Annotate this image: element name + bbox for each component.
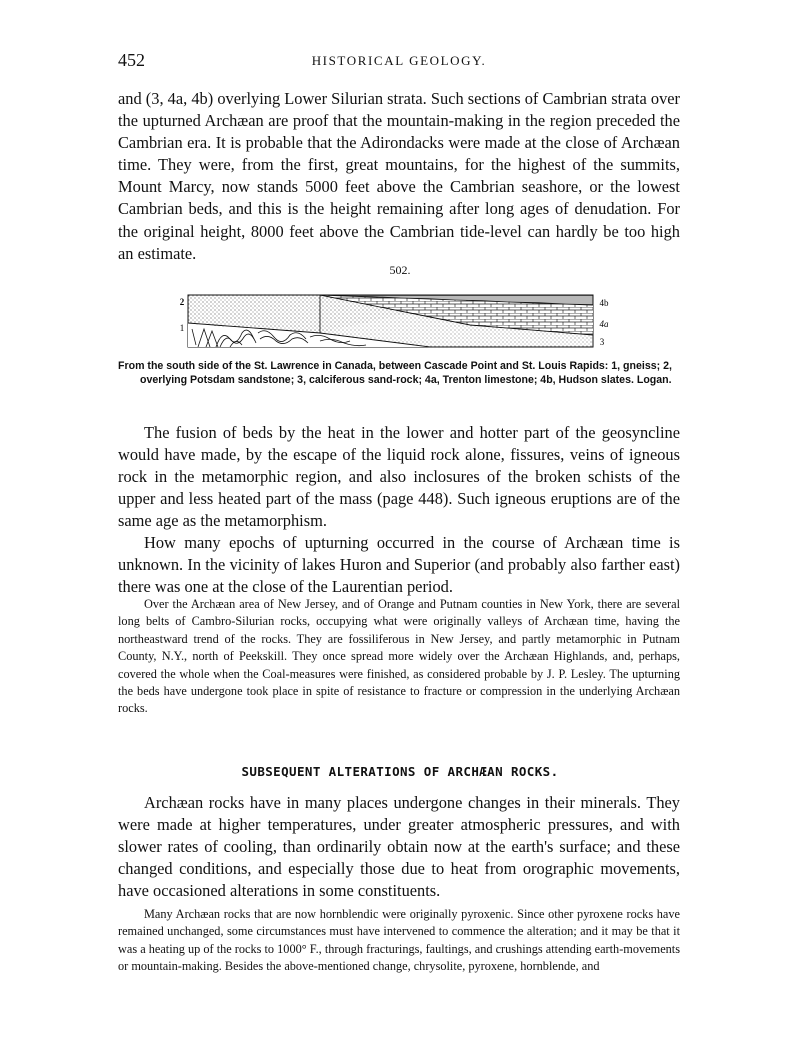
- paragraph-epochs: How many epochs of upturning occurred in the course of Archæan time is unknown. In the vicinity of lakes Huron and Superior (and probably also farther east) there was one at the close of the Laurentian period.: [118, 533, 680, 597]
- page-number: 452: [118, 50, 145, 70]
- label-1: 1: [179, 323, 185, 333]
- label-4b: 4b: [599, 298, 609, 308]
- figure-caption-text: From the south side of the St. Lawrence in Canada, between Cascade Point and St. Louis Rapids: 1, gneiss; 2, overlying Potsdam sandstone; 3, calciferous sand-rock; 4a, Trenton limestone; 4b, Hudson slates. Logan.: [118, 360, 672, 386]
- paragraph-hornblendic: Many Archæan rocks that are now hornblendic were originally pyroxenic. Since other pyroxene rocks have remained unchanged, some circumstances must have intervened to commence the alteration; and it may be that it was a heating up of the rocks to 1000° F., through fracturings, faultings, and crushings attending earth-movements or mountain-making. Besides the above-mentioned change, chrysolite, pyroxene, hornblende, and: [118, 907, 680, 974]
- paragraph-fusion: The fusion of beds by the heat in the lower and hotter part of the geosyncline would have made, by the escape of the liquid rock alone, fissures, veins of igneous rock in the metamorphic region, and also inclosures of the broken schists of the upper and less heated part of the mass (page 448). Such igneous eruptions are of the same age as the metamorphism.: [118, 423, 680, 531]
- geologic-section-figure: [170, 289, 620, 349]
- paragraph-new-jersey: Over the Archæan area of New Jersey, and of Orange and Putnam counties in New York, there are several long belts of Cambro-Silurian rocks, occupying what were originally valleys of Archæan time, having the northeastward trend of the rocks. They are fossiliferous in New Jersey, and partly metamorphic in Putnam County, N.Y., north of Peekskill. They once spread more widely over the Archæan Highlands, and, perhaps, covered the whole when the Coal-measures were finished, as considered probable by J. P. Lesley. The upturning the beds have undergone took place in spite of resistance to fracture or compression in the underlying Archæan rocks.: [118, 597, 680, 716]
- section-heading: SUBSEQUENT ALTERATIONS OF ARCHÆAN ROCKS.: [241, 764, 559, 779]
- label-2: 2: [179, 297, 185, 307]
- figure-caption: [118, 360, 680, 387]
- figure-number: 502.: [389, 263, 411, 277]
- running-title: HISTORICAL GEOLOGY.: [311, 53, 487, 68]
- label-3: 3: [599, 337, 605, 347]
- paragraph-alterations: Archæan rocks have in many places undergone changes in their minerals. They were made at higher temperatures, under greater atmospheric pressures, and with slower rates of cooling, than ordinarily obtain now at the earth's surface; and these changed conditions, and especially those due to heat from orographic movements, have occasioned alterations in some constituents.: [118, 793, 680, 901]
- label-4a: 4a: [599, 319, 609, 329]
- page-header: [118, 50, 680, 72]
- paragraph-adirondacks: and (3, 4a, 4b) overlying Lower Silurian strata. Such sections of Cambrian strata over the upturned Archæan are proof that the mountain-making in the region preceded the Cambrian era. It is probable that the Adirondacks were made at the close of Archæan time. They were, from the first, great mountains, for the highest of the summits, Mount Marcy, now stands 5000 feet above the Cambrian seashore, or the lowest Cambrian beds, and this is the height remaining after long ages of denudation. For the original height, 8000 feet above the Cambrian tide-level can hardly be too high an estimate.: [118, 89, 680, 263]
